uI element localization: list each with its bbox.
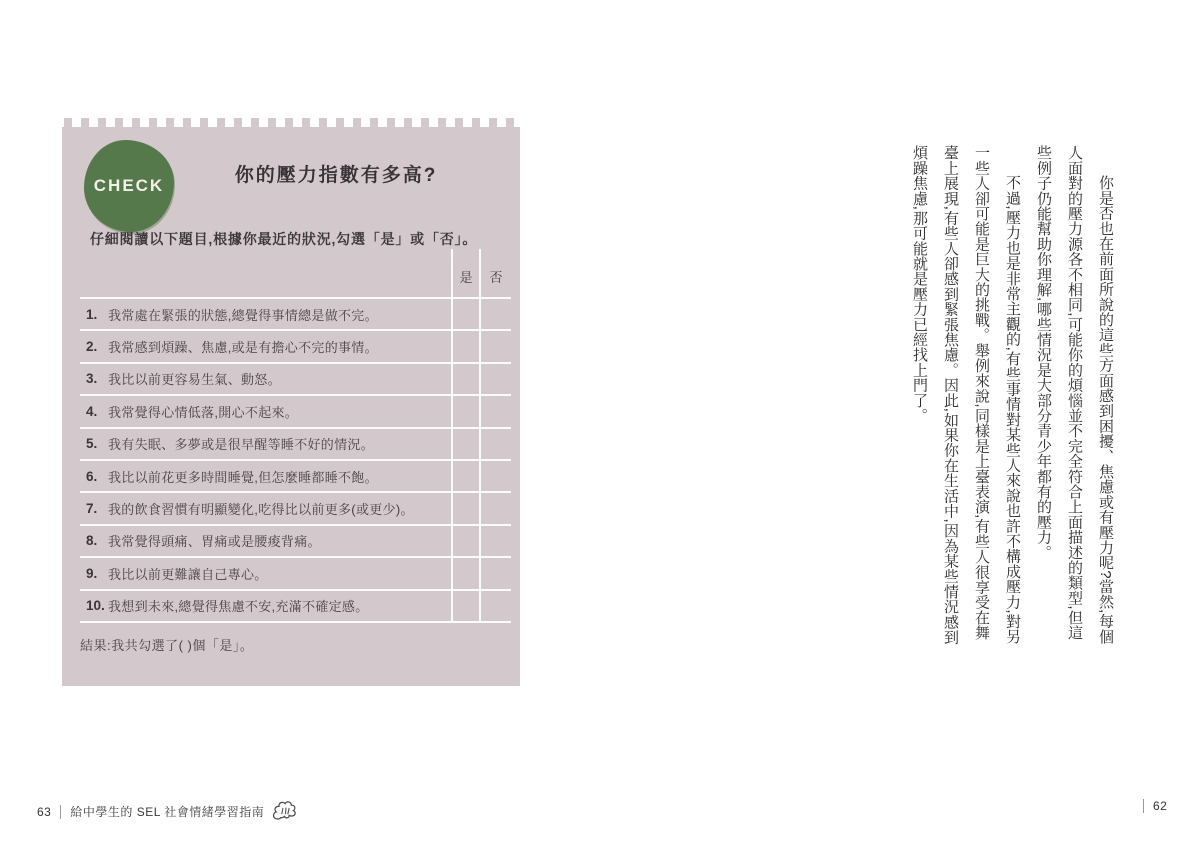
row-number: 3. [86,371,98,387]
column-header-no: 否 [489,270,503,285]
row-text: 我常感到煩躁、焦慮,或是有擔心不完的事情。 [108,340,378,356]
checklist-row [80,364,511,396]
left-page-number: 63 [37,804,52,819]
checklist-title: 你的壓力指數有多高? [234,165,438,186]
body-paragraph: 你是否也在前面所說的這些方面感到困擾、焦慮或有壓力呢?當然,每個人面對的壓力源各不相同,可能你的煩惱並不完全符合上面描述的類型,但這些例子仍能幫助你理解,哪些情況是大部分青少年都有的壓力。 [1035,145,1114,644]
row-text: 我的飲食習慣有明顯變化,吃得比以前更多(或更少)。 [108,502,414,518]
row-number: 4. [86,403,98,419]
row-text: 我常覺得頭痛、胃痛或是腰痠背痛。 [108,534,321,550]
row-number: 9. [86,565,98,581]
checklist-row [80,299,511,331]
checklist-row [80,526,511,558]
row-text: 我想到未來,總覺得焦慮不安,充滿不確定感。 [108,599,369,615]
book-title: 給中學生的 SEL 社會情緒學習指南 [70,805,265,819]
row-number: 2. [86,339,98,355]
checklist-row [80,331,511,363]
checklist-table [80,297,511,623]
row-number: 8. [86,533,98,549]
checklist-row [80,429,511,461]
left-page-footer [37,799,301,824]
right-page-footer [1134,799,1167,813]
vertical-body-text [902,145,1121,645]
row-number: 7. [86,501,98,517]
footer-divider [1143,799,1144,813]
row-text: 我比以前花更多時間睡覺,但怎麼睡都睡不飽。 [108,469,378,485]
cloud-doodle-icon [271,799,301,824]
checklist-row [80,396,511,428]
row-text: 我比以前更難讓自己專心。 [108,566,268,582]
column-header-yes: 是 [459,270,473,285]
row-text: 我常處在緊張的狀態,總覺得事情總是做不完。 [108,307,378,323]
row-number: 5. [86,436,98,452]
row-text: 我有失眠、多夢或是很早醒等睡不好的情況。 [108,437,375,453]
row-text: 我比以前更容易生氣、動怒。 [108,372,281,388]
check-stamp-badge [84,140,174,232]
checklist-row [80,493,511,525]
row-text: 我常覺得心情低落,開心不起來。 [108,404,299,420]
checklist-row [80,461,511,493]
checklist-row [80,591,511,623]
body-paragraph: 不過,壓力也是非常主觀的,有些事情對某些人來說也許不構成壓力,對另一些人卻可能是巨大的挑戰。舉例來說,同樣是上臺表演,有些人很享受在舞臺上展現,有些人卻感到緊張焦慮。因此,如果你在生活中,因為某些情況感到煩躁焦慮,那可能就是壓力已經找上門了。 [911,145,1021,645]
check-stamp-label: CHECK [93,176,165,195]
row-number: 1. [86,306,98,322]
right-page-number: 62 [1153,799,1168,813]
row-number: 6. [86,468,98,484]
result-line: 結果:我共勾選了( )個「是」。 [80,638,254,653]
stress-checklist-card [62,127,520,686]
checklist-instruction: 仔細閱讀以下題目,根據你最近的狀況,勾選「是」或「否」。 [90,231,478,247]
checklist-row [80,558,511,590]
footer-divider [60,805,61,819]
row-number: 10. [86,598,105,614]
